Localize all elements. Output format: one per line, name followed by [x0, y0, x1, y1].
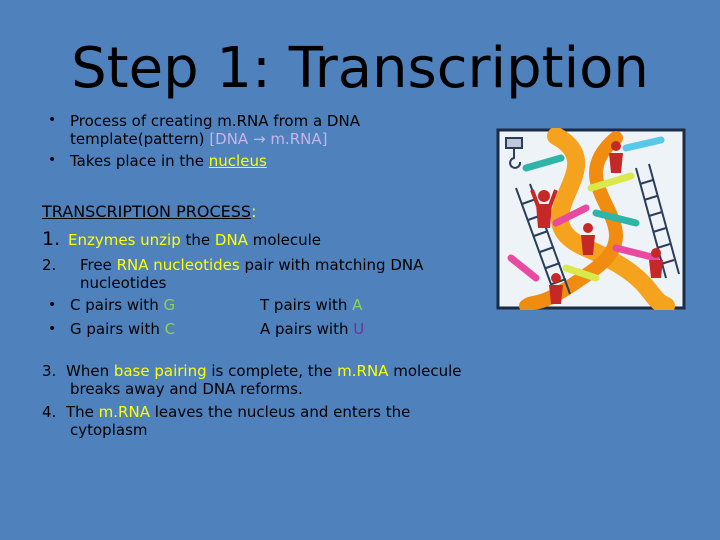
- dna-to-mrna-note: [DNA → m.RNA]: [209, 130, 328, 148]
- step-3-number: 3.: [42, 362, 57, 380]
- step-4-line-2: cytoplasm: [70, 421, 148, 439]
- mrna-highlight: m.RNA: [98, 403, 150, 421]
- dna-ladder-illustration: [496, 128, 686, 310]
- arrow-icon: →: [252, 130, 266, 148]
- mrna-highlight: m.RNA: [337, 362, 389, 380]
- bullet-marker: •: [48, 152, 57, 168]
- step-3-line-1: When base pairing is complete, the m.RNA molecule: [66, 362, 462, 380]
- bullet-1-line-1: Process of creating m.RNA from a DNA: [70, 112, 360, 130]
- pair-c-g: C pairs with G: [70, 296, 176, 314]
- step-2-line-2: nucleotides: [80, 274, 167, 292]
- step-2-line-1: Free RNA nucleotides pair with matching DNA: [80, 256, 424, 274]
- bullet-marker: •: [48, 112, 57, 128]
- pair-g-c: G pairs with C: [70, 320, 176, 338]
- enzymes-unzip: Enzymes unzip: [68, 231, 181, 249]
- step-1-number: 1.: [42, 228, 61, 250]
- pair-t-a: T pairs with A: [260, 296, 363, 314]
- process-heading: TRANSCRIPTION PROCESS:: [42, 202, 257, 221]
- step-4-number: 4.: [42, 403, 57, 421]
- base-pairing-highlight: base pairing: [113, 362, 207, 380]
- step-4-line-1: The m.RNA leaves the nucleus and enters the: [66, 403, 411, 421]
- pair-a-u: A pairs with U: [260, 320, 365, 338]
- bullet-marker: •: [48, 297, 57, 313]
- step-2-number: 2.: [42, 256, 57, 274]
- dna-highlight: DNA: [214, 231, 248, 249]
- step-1: Enzymes unzip the DNA molecule: [68, 231, 322, 249]
- bullet-2: Takes place in the nucleus: [70, 152, 267, 170]
- rna-nucleotides-highlight: RNA nucleotides: [116, 256, 240, 274]
- nucleus-highlight: nucleus: [208, 152, 267, 170]
- step-3-line-2: breaks away and DNA reforms.: [70, 380, 303, 398]
- bullet-1-text: template(pattern): [70, 130, 210, 148]
- bullet-1-line-2: [70, 130, 327, 148]
- page-title: Step 1: Transcription: [71, 36, 649, 101]
- illustration-frame: [498, 130, 684, 308]
- bullet-marker: •: [48, 321, 57, 337]
